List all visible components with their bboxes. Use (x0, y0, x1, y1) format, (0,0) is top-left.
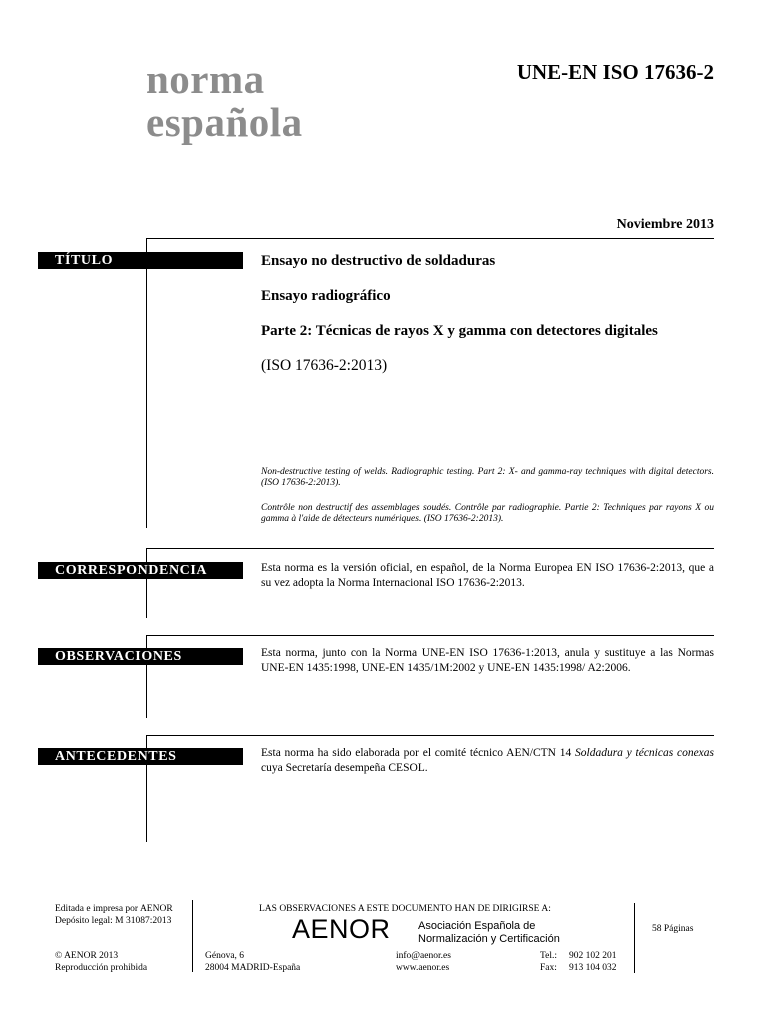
committee-name: Soldadura y técnicas conexas (575, 747, 714, 759)
section-label-antecedentes: ANTECEDENTES (38, 748, 243, 765)
city: 28004 MADRID-España (205, 963, 301, 973)
divider-observaciones (146, 635, 714, 636)
aenor-logo: AENOR (292, 914, 391, 944)
reproduction-notice: Reproducción prohibida (55, 963, 148, 973)
observaciones-text: Esta norma, junto con la Norma UNE-EN ISO 17636-1:2013, anula y sustituye a las Normas UNE-EN 1435:1998, UNE-EN 1435/1M:2002 y UNE-EN 1435:1998/ A2:2006. (261, 647, 714, 674)
divider-titulo (146, 238, 714, 239)
standard-code: UNE-EN ISO 17636-2 (516, 60, 714, 84)
publication-date: Noviembre 2013 (616, 217, 714, 232)
organization-name (418, 920, 560, 946)
vertical-rule-titulo (146, 238, 147, 528)
english-title: Non-destructive testing of welds. Radiographic testing. Part 2: X- and gamma-ray techniques with digital detectors. (ISO 17636-2:2013). (261, 467, 714, 488)
titulo-content (261, 253, 714, 375)
tel-label: Tel.: (540, 951, 558, 961)
title-line-1: Ensayo no destructivo de soldaduras (261, 253, 496, 269)
org-line-1: Asociación Española de (418, 920, 536, 932)
correspondencia-content (261, 561, 714, 591)
brand-line-1: norma (146, 56, 265, 102)
vertical-rule-correspondencia (146, 548, 147, 618)
antecedentes-text-end: cuya Secretaría desempeña CESOL. (261, 762, 428, 774)
fax-number: 913 104 032 (569, 963, 617, 973)
online-contact (396, 950, 451, 974)
org-line-2: Normalización y Certificación (418, 933, 560, 945)
translations (261, 467, 714, 525)
title-line-3: Parte 2: Técnicas de rayos X y gamma con detectores digitales (261, 323, 658, 339)
brand-line-2: española (146, 99, 303, 145)
postal-address (205, 950, 300, 974)
brand-title (146, 58, 303, 144)
section-label-observaciones: OBSERVACIONES (38, 648, 243, 665)
footer-divider-right (634, 903, 635, 973)
section-label-correspondencia: CORRESPONDENCIA (38, 562, 243, 579)
divider-antecedentes (146, 735, 714, 736)
email-link[interactable]: info@aenor.es (396, 951, 451, 961)
footer-divider-left (192, 900, 193, 972)
divider-correspondencia (146, 548, 714, 549)
copyright: © AENOR 2013 (55, 951, 119, 961)
edited-by: Editada e impresa por AENOR (55, 904, 173, 914)
copyright-info (55, 950, 147, 974)
section-label-titulo: TÍTULO (38, 252, 243, 269)
antecedentes-content (261, 746, 714, 776)
edition-info (55, 903, 173, 927)
tel-row (540, 950, 617, 962)
observaciones-content (261, 646, 714, 676)
iso-reference: (ISO 17636-2:2013) (261, 357, 388, 374)
fax-label: Fax: (540, 963, 557, 973)
phone-contact (540, 950, 617, 974)
observations-notice: LAS OBSERVACIONES A ESTE DOCUMENTO HAN DE DIRIGIRSE A: (259, 904, 551, 914)
page-count: 58 Páginas (652, 924, 694, 934)
antecedentes-text-start: Esta norma ha sido elaborada por el comité técnico AEN/CTN 14 (261, 747, 575, 759)
tel-number: 902 102 201 (569, 951, 617, 961)
french-title: Contrôle non destructif des assemblages soudés. Contrôle par radiographie. Partie 2: Techniques par rayons X ou gamma à l'aide de détecteurs numériques. (ISO 17636-2:2013). (261, 503, 714, 524)
fax-row (540, 962, 617, 974)
antecedentes-text (261, 746, 714, 776)
street: Génova, 6 (205, 951, 245, 961)
legal-deposit: Depósito legal: M 31087:2013 (55, 916, 172, 926)
title-line-2: Ensayo radiográfico (261, 288, 391, 304)
correspondencia-text: Esta norma es la versión oficial, en español, de la Norma Europea EN ISO 17636-2:2013, que a su vez adopta la Norma Internacional ISO 17636-2:2013. (261, 562, 714, 589)
website-link[interactable]: www.aenor.es (396, 963, 450, 973)
